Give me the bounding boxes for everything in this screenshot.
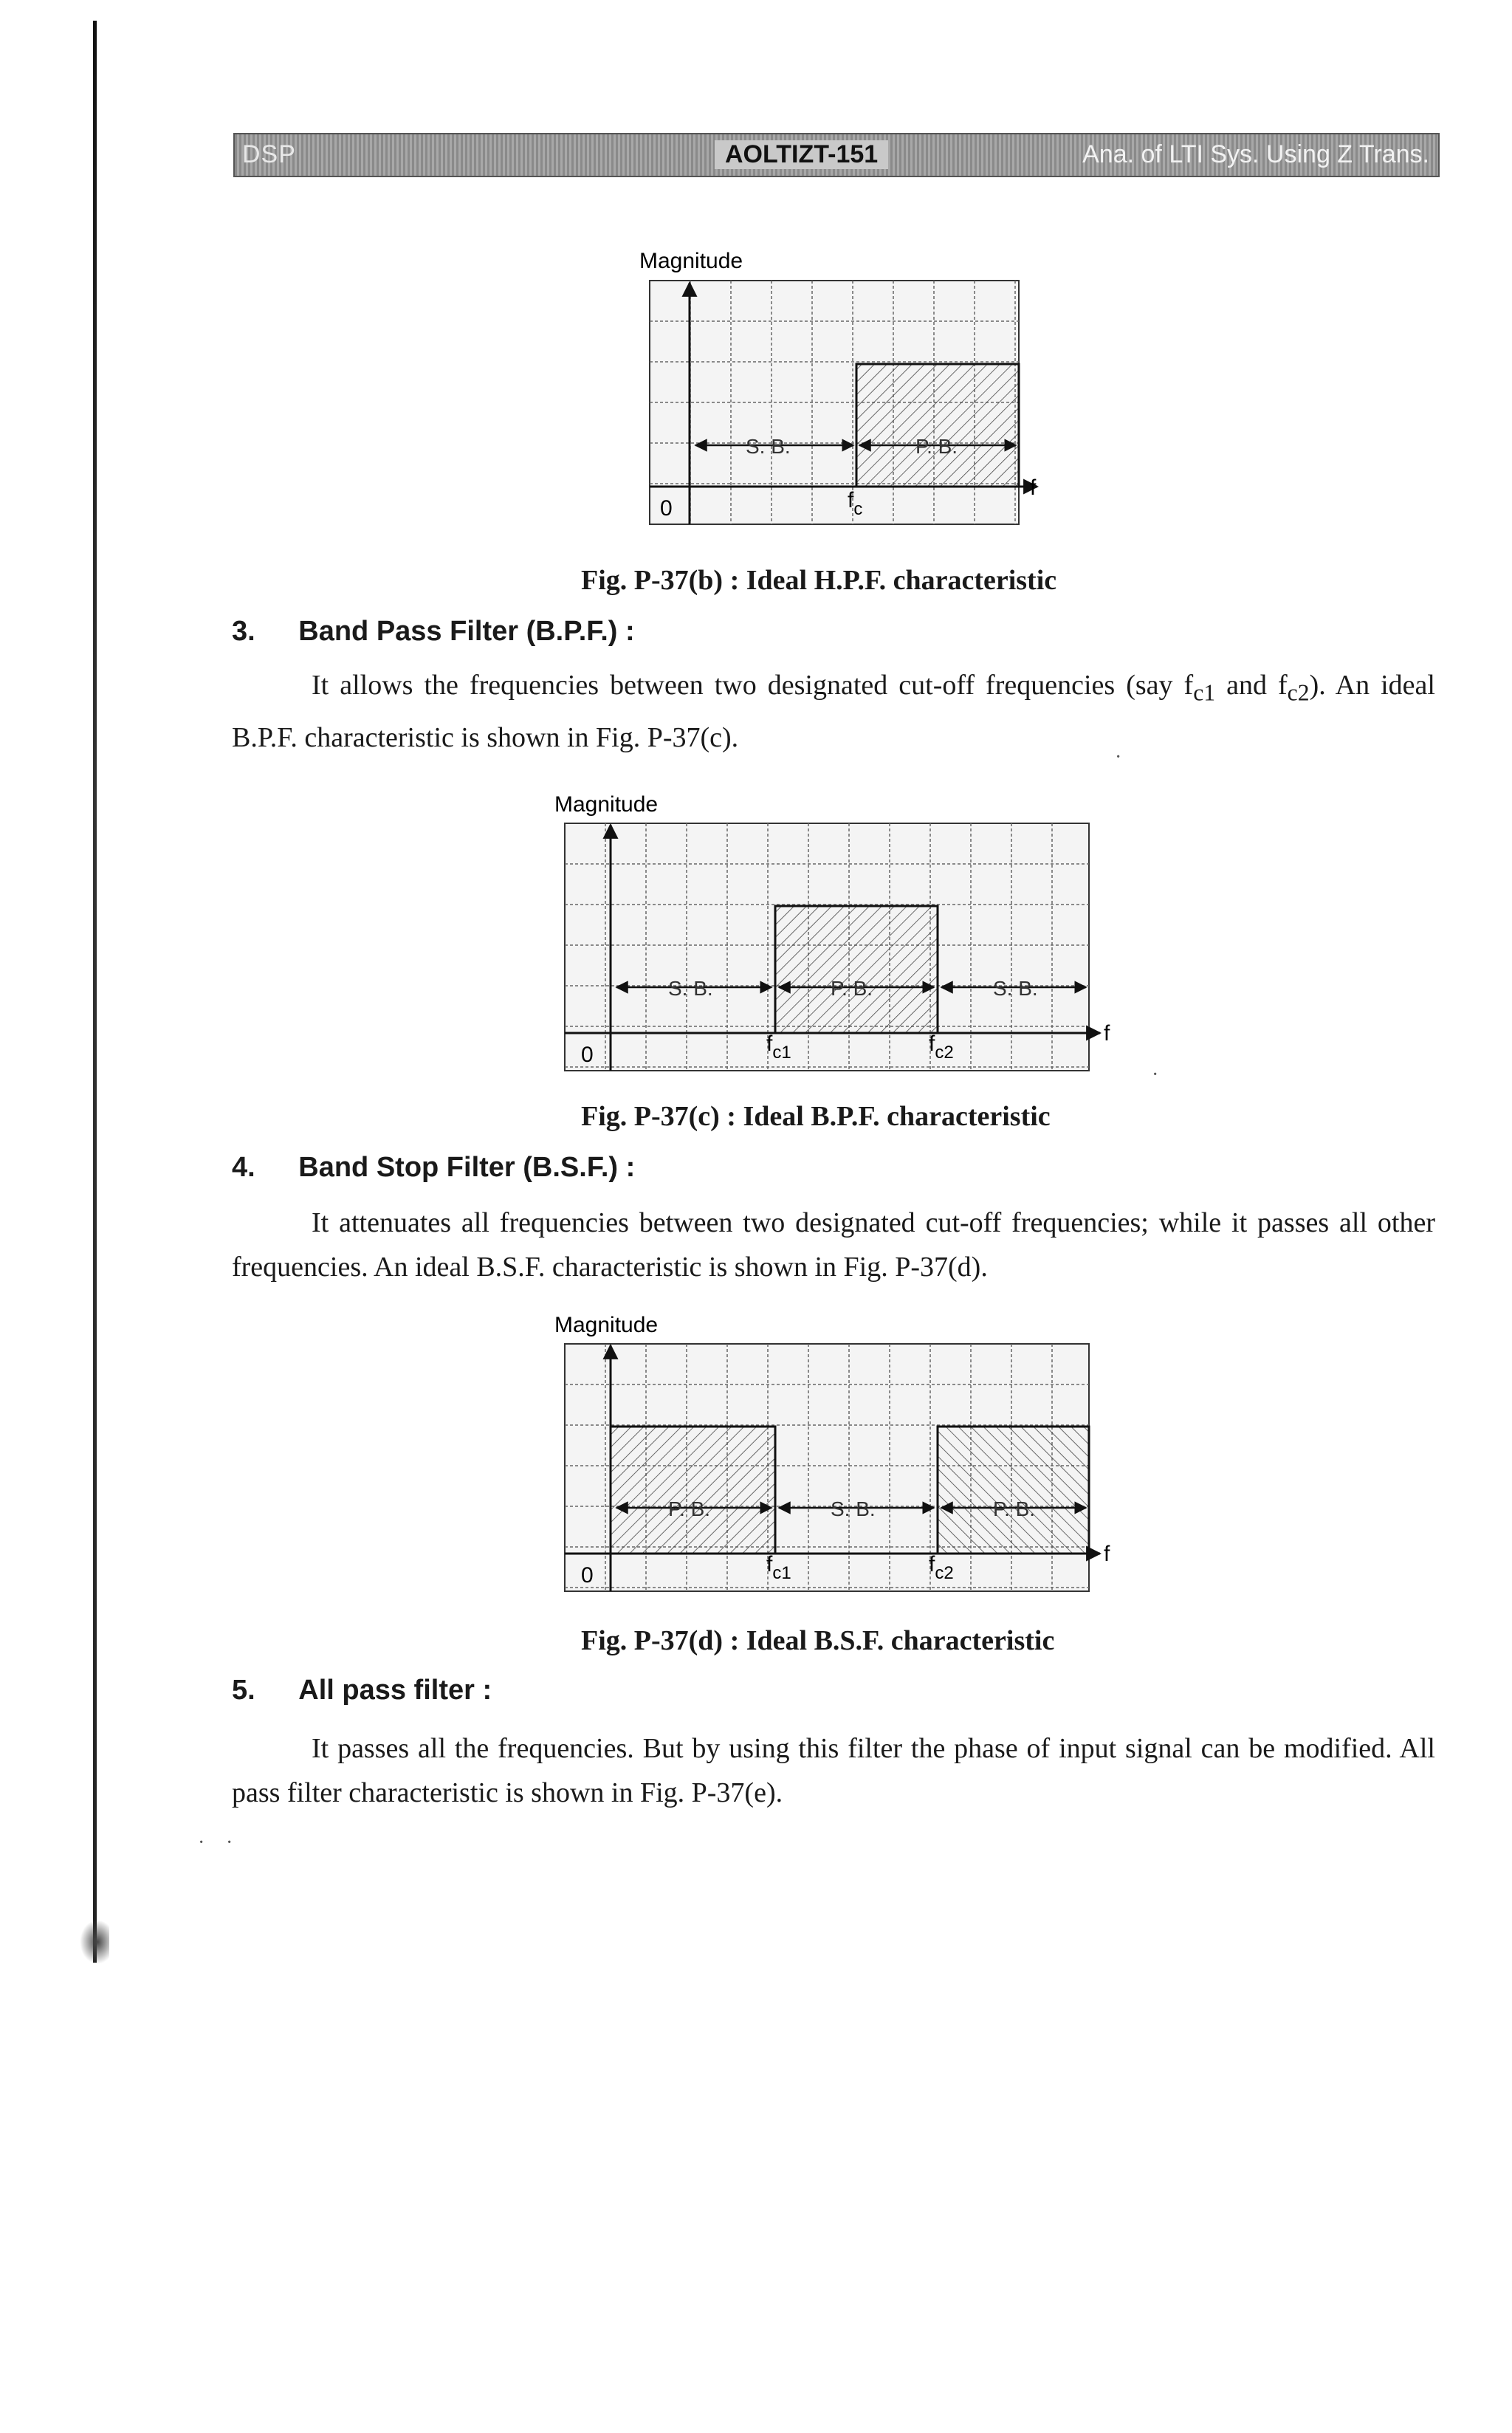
bpf-caption: Fig. P-37(c) : Ideal B.P.F. characteristic: [581, 1101, 1051, 1132]
bpf-stop-band-label-left: S. B.: [668, 977, 713, 1000]
scan-speck: ·: [1115, 746, 1122, 769]
bsf-y-label: Magnitude: [554, 1313, 659, 1337]
section-5-number: 5.: [232, 1675, 255, 1706]
bpf-origin-label: 0: [581, 1043, 594, 1067]
running-header: [233, 133, 1440, 177]
section-3-paragraph: It allows the frequencies between two designated cut-off frequencies (say $f_{c1}$ and $f_{c2}$). An ideal B.P.F. characteristic is shown in Fig. P-37(c).: [232, 670, 1435, 753]
hpf-pass-band-region: [856, 364, 1019, 487]
hpf-x-label: f: [1030, 476, 1037, 500]
bpf-diagram: [550, 786, 1111, 1082]
bpf-fc1-label: $f_{c1}$: [766, 1032, 791, 1063]
bsf-pass-band-region-left: [611, 1427, 775, 1554]
hpf-pass-band-label: P. B.: [915, 435, 958, 458]
bpf-fc2-label: $f_{c2}$: [929, 1032, 954, 1063]
section-3-title: Band Pass Filter (B.P.F.) :: [298, 616, 635, 647]
hpf-cutoff-label: $f_c$: [848, 488, 863, 519]
section-4-paragraph: It attenuates all frequencies between two designated cut-off frequencies; while it passes all other frequencies. An ideal B.S.F. characteristic is shown in Fig. P-37(d).: [232, 1207, 1435, 1283]
hpf-y-label: Magnitude: [639, 249, 743, 273]
scan-smudge: [80, 1920, 109, 1964]
section-4-title: Band Stop Filter (B.S.F.) :: [298, 1152, 636, 1183]
bsf-pass-band-label-right: P. B.: [993, 1497, 1036, 1520]
bsf-x-label: f: [1104, 1542, 1110, 1566]
bpf-y-label: Magnitude: [554, 792, 659, 817]
bpf-pass-band-region: [775, 906, 938, 1033]
header-left: DSP: [242, 140, 296, 168]
figure-hpf: [635, 240, 1048, 535]
scan-speck: ·: [226, 1831, 233, 1854]
header-book-code: AOLTIZT-151: [715, 140, 888, 169]
section-5-title: All pass filter :: [298, 1675, 492, 1706]
hpf-diagram: [635, 240, 1048, 535]
section-4-heading: [232, 1152, 635, 1184]
bpf-stop-band-label-right: S. B.: [993, 977, 1038, 1000]
section-4-number: 4.: [232, 1152, 255, 1183]
section-3-heading: [232, 616, 635, 648]
bpf-x-label: f: [1104, 1021, 1110, 1046]
bsf-caption: Fig. P-37(d) : Ideal B.S.F. characteristic: [581, 1625, 1055, 1656]
section-3-number: 3.: [232, 616, 255, 647]
page-binding-edge: [93, 21, 97, 1963]
header-chapter: Ana. of LTI Sys. Using Z Trans.: [1082, 140, 1429, 168]
bsf-pass-band-label-left: P. B.: [668, 1497, 711, 1520]
bsf-stop-band-label: S. B.: [831, 1497, 876, 1520]
bsf-fc2-label: $f_{c2}$: [929, 1552, 954, 1583]
hpf-stop-band-label: S. B.: [746, 435, 791, 458]
bsf-origin-label: 0: [581, 1563, 594, 1588]
scan-speck: ·: [1152, 1063, 1159, 1086]
bsf-fc1-label: $f_{c1}$: [766, 1552, 791, 1583]
bpf-pass-band-label: P. B.: [831, 977, 873, 1000]
bsf-pass-band-region-right: [938, 1427, 1089, 1554]
figure-bpf: [550, 786, 1111, 1082]
section-5-heading: [232, 1675, 492, 1706]
section-5-paragraph: It passes all the frequencies. But by using this filter the phase of input signal can be modified. All pass filter characteristic is shown in Fig. P-37(e).: [232, 1733, 1435, 1808]
figure-bsf: [550, 1307, 1111, 1602]
hpf-caption: Fig. P-37(b) : Ideal H.P.F. characteristic: [581, 565, 1057, 596]
hpf-origin-label: 0: [660, 496, 673, 521]
scan-speck: ·: [198, 1831, 205, 1854]
bsf-diagram: [550, 1307, 1111, 1602]
